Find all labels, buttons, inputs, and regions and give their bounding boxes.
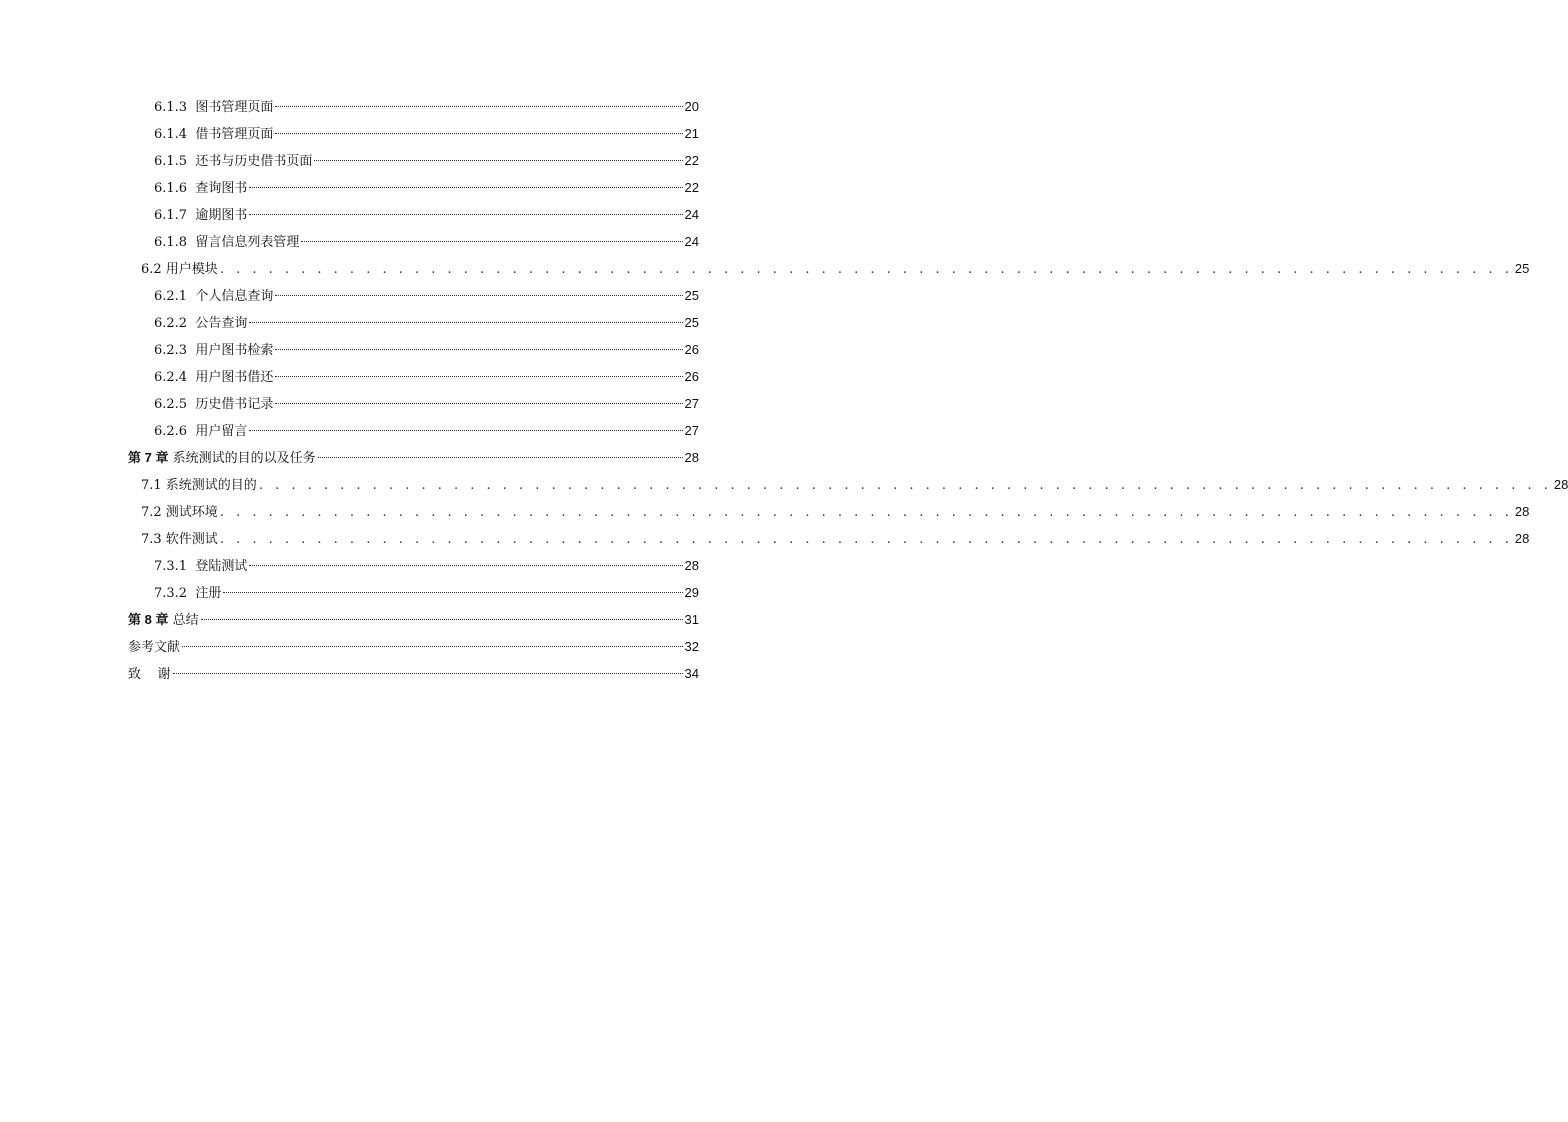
toc-page-number: 28 bbox=[1514, 504, 1530, 519]
dot-leader bbox=[275, 376, 682, 377]
toc-entry[interactable] bbox=[128, 608, 699, 632]
toc-entry-title bbox=[128, 636, 180, 660]
toc-entry[interactable] bbox=[128, 662, 699, 686]
toc-page-number: 24 bbox=[684, 234, 699, 249]
toc-page-number: 34 bbox=[684, 666, 699, 681]
toc-page-number: 27 bbox=[684, 423, 699, 438]
dot-leader bbox=[314, 160, 682, 161]
dot-leader bbox=[201, 619, 683, 620]
dot-leader bbox=[249, 322, 682, 323]
dot-leader bbox=[275, 403, 682, 404]
toc-entry-title bbox=[128, 608, 199, 633]
toc-entry[interactable] bbox=[154, 95, 699, 119]
toc-entry-label: 6.2.2 公告查询 bbox=[154, 316, 248, 331]
toc-entry-title bbox=[154, 150, 312, 174]
toc-entry[interactable] bbox=[154, 365, 699, 389]
dot-leader bbox=[182, 646, 683, 647]
dot-leader bbox=[275, 133, 682, 134]
toc-entry-label: 系统测试的目的以及任务 bbox=[172, 451, 316, 466]
toc-entry-label: 总结 bbox=[172, 613, 199, 628]
toc-entry-label: 6.2 用户模块 bbox=[141, 262, 218, 277]
dot-leader bbox=[301, 241, 682, 242]
toc-entry-label: 6.1.8 留言信息列表管理 bbox=[154, 235, 300, 250]
toc-entry-title bbox=[141, 258, 218, 282]
toc-entry-title bbox=[154, 123, 273, 147]
toc-page-number: 26 bbox=[684, 342, 699, 357]
toc-entry-label: 6.1.6 查询图书 bbox=[154, 181, 248, 196]
toc-page-number: 28 bbox=[684, 558, 699, 573]
toc-entry[interactable] bbox=[154, 149, 699, 173]
toc-page-number: 28 bbox=[684, 450, 699, 465]
toc-entry-title bbox=[154, 582, 221, 606]
toc-entry-label: 7.1 系统测试的目的 bbox=[141, 478, 257, 493]
toc-page-number: 32 bbox=[684, 639, 699, 654]
toc-entry-title bbox=[154, 177, 247, 201]
toc-entry-label: 6.1.7 逾期图书 bbox=[154, 208, 248, 223]
toc-entry-label: 6.1.4 借书管理页面 bbox=[154, 127, 274, 142]
toc-entry-label: 6.2.6 用户留言 bbox=[154, 424, 248, 439]
toc-entry-label: 7.3.1 登陆测试 bbox=[154, 559, 248, 574]
toc-entry-label: 6.2.1 个人信息查询 bbox=[154, 289, 274, 304]
toc-entry[interactable] bbox=[154, 230, 699, 254]
toc-entry[interactable] bbox=[141, 527, 1530, 551]
toc-chapter-number: 第 8 章 bbox=[128, 612, 169, 627]
dot-leader bbox=[223, 592, 682, 593]
dot-leader bbox=[249, 187, 682, 188]
toc-entry-title bbox=[154, 555, 247, 579]
toc-entry-label: 7.3 软件测试 bbox=[141, 532, 218, 547]
toc-entry[interactable] bbox=[154, 554, 699, 578]
toc-entry-title bbox=[154, 393, 273, 417]
toc-entry[interactable] bbox=[154, 581, 699, 605]
toc-entry-title bbox=[141, 528, 218, 552]
toc-entry-title bbox=[154, 285, 273, 309]
toc-page-number: 27 bbox=[684, 396, 699, 411]
toc-page-number: 25 bbox=[684, 288, 699, 303]
toc-entry-label: 6.1.5 还书与历史借书页面 bbox=[154, 154, 313, 169]
toc-entry[interactable] bbox=[154, 392, 699, 416]
toc-page-number: 22 bbox=[684, 153, 699, 168]
toc-entry[interactable] bbox=[128, 635, 699, 659]
toc-entry-title bbox=[141, 474, 257, 498]
toc-entry[interactable] bbox=[154, 284, 699, 308]
toc-entry-label: 7.3.2 注册 bbox=[154, 586, 222, 601]
toc-entry[interactable] bbox=[154, 419, 699, 443]
toc-page-number: 29 bbox=[684, 585, 699, 600]
toc-entry-title bbox=[141, 501, 218, 525]
toc-entry[interactable] bbox=[128, 446, 699, 470]
dot-leader bbox=[249, 214, 682, 215]
toc-entry-title bbox=[154, 366, 273, 390]
dot-leader bbox=[249, 565, 682, 566]
toc-page-number: 25 bbox=[684, 315, 699, 330]
toc-entry[interactable] bbox=[154, 203, 699, 227]
toc-page-number: 22 bbox=[684, 180, 699, 195]
dot-leader: . . . . . . . . . . . . . . . . . . . . . . . . . . . . . . . . . . . . . . . . . . . . . . . . . . . . . . . . . . . . . . . . . . . . . . . . . . . . . . . . bbox=[219, 262, 1513, 277]
toc-entry-label: 6.2.5 历史借书记录 bbox=[154, 397, 274, 412]
toc-entry-label: 参考文献 bbox=[128, 640, 181, 655]
dot-leader bbox=[249, 430, 682, 431]
toc-entry-label: 6.2.3 用户图书检索 bbox=[154, 343, 274, 358]
dot-leader: . . . . . . . . . . . . . . . . . . . . . . . . . . . . . . . . . . . . . . . . . . . . . . . . . . . . . . . . . . . . . . . . . . . . . . . . . . . . . . . . bbox=[219, 532, 1513, 547]
toc-entry-title bbox=[154, 204, 247, 228]
dot-leader: . . . . . . . . . . . . . . . . . . . . . . . . . . . . . . . . . . . . . . . . . . . . . . . . . . . . . . . . . . . . . . . . . . . . . . . . . . . . . . . . bbox=[219, 505, 1513, 520]
toc-entry-title bbox=[128, 663, 171, 687]
toc-entry-label: 致 谢 bbox=[128, 667, 171, 682]
toc-page-number: 28 bbox=[1553, 477, 1568, 492]
toc-entry[interactable] bbox=[141, 257, 1530, 281]
toc-entry[interactable] bbox=[141, 500, 1530, 524]
dot-leader bbox=[275, 349, 682, 350]
toc-entry-title bbox=[154, 312, 247, 336]
toc-entry[interactable] bbox=[154, 311, 699, 335]
toc-page-number: 28 bbox=[1514, 531, 1530, 546]
toc-page-number: 20 bbox=[684, 99, 699, 114]
toc-page-number: 31 bbox=[684, 612, 699, 627]
toc-page-number: 26 bbox=[684, 369, 699, 384]
toc-entry-label: 7.2 测试环境 bbox=[141, 505, 218, 520]
toc-entry-label: 6.1.3 图书管理页面 bbox=[154, 100, 274, 115]
toc-page-number: 25 bbox=[1514, 261, 1530, 276]
toc-page-number: 21 bbox=[684, 126, 699, 141]
dot-leader bbox=[275, 295, 682, 296]
dot-leader bbox=[275, 106, 682, 107]
toc-entry[interactable] bbox=[154, 338, 699, 362]
toc-entry-title bbox=[128, 446, 316, 471]
toc-chapter-number: 第 7 章 bbox=[128, 450, 169, 465]
toc-page-number: 24 bbox=[684, 207, 699, 222]
toc-entry-title bbox=[154, 96, 273, 120]
toc-entry-title bbox=[154, 420, 247, 444]
toc-entry[interactable] bbox=[154, 122, 699, 146]
dot-leader bbox=[318, 457, 683, 458]
toc-entry[interactable] bbox=[141, 473, 1568, 497]
dot-leader bbox=[173, 673, 683, 674]
toc-entry[interactable] bbox=[154, 176, 699, 200]
dot-leader: . . . . . . . . . . . . . . . . . . . . . . . . . . . . . . . . . . . . . . . . . . . . . . . . . . . . . . . . . . . . . . . . . . . . . . . . . . . . . . . . bbox=[258, 478, 1552, 493]
toc-entry-title bbox=[154, 339, 273, 363]
toc-entry-label: 6.2.4 用户图书借还 bbox=[154, 370, 274, 385]
toc-entry-title bbox=[154, 231, 299, 255]
